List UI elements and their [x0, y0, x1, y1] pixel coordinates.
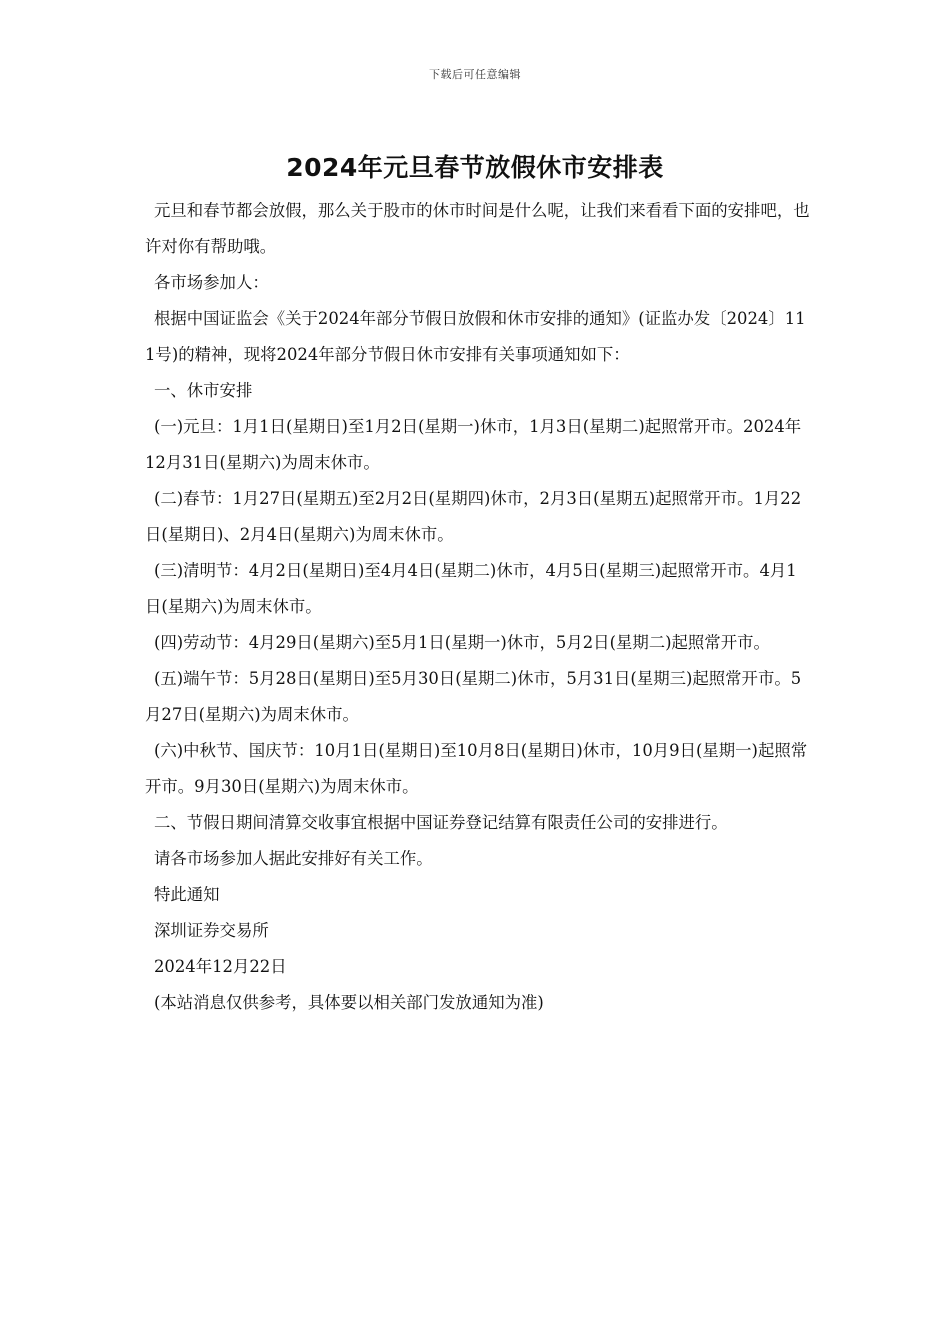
header-note: 下载后可任意编辑 — [429, 68, 521, 81]
document-body — [145, 193, 810, 1021]
issuer-name: 深圳证券交易所 — [154, 921, 269, 940]
item-qingming: (三)清明节：4月2日(星期日)至4月4日(星期二)休市，4月5日(星期三)起照常开市。4月1日(星期六)为周末休市。 — [145, 561, 797, 616]
request-paragraph: 请各市场参加人据此安排好有关工作。 — [154, 849, 433, 868]
item-spring-festival: (二)春节：1月27日(星期五)至2月2日(星期四)休市，2月3日(星期五)起照常开市。1月22日(星期日)、2月4日(星期六)为周末休市。 — [145, 489, 802, 544]
disclaimer: (本站消息仅供参考，具体要以相关部门发放通知为准) — [154, 993, 544, 1012]
salutation: 各市场参加人： — [154, 273, 269, 292]
intro-paragraph: 元旦和春节都会放假，那么关于股市的休市时间是什么呢，让我们来看看下面的安排吧，也许对你有帮助哦。 — [145, 201, 810, 256]
item-dragon-boat: (五)端午节：5月28日(星期日)至5月30日(星期二)休市，5月31日(星期三)起照常开市。5月27日(星期六)为周末休市。 — [145, 669, 802, 724]
section-settlement: 二、节假日期间清算交收事宜根据中国证券登记结算有限责任公司的安排进行。 — [154, 813, 728, 832]
item-labor-day: (四)劳动节：4月29日(星期六)至5月1日(星期一)休市，5月2日(星期二)起照常开市。 — [154, 633, 770, 652]
notice-basis-paragraph: 根据中国证监会《关于2024年部分节假日放假和休市安排的通知》(证监办发〔2024〕111号)的精神，现将2024年部分节假日休市安排有关事项通知如下： — [145, 309, 806, 364]
item-mid-autumn-national-day: (六)中秋节、国庆节：10月1日(星期日)至10月8日(星期日)休市，10月9日(星期一)起照常开市。9月30日(星期六)为周末休市。 — [145, 741, 808, 796]
closing-notice: 特此通知 — [154, 885, 220, 904]
document-title: 2024年元旦春节放假休市安排表 — [286, 153, 664, 182]
section-heading-closure: 一、休市安排 — [154, 381, 253, 400]
item-new-year: (一)元旦：1月1日(星期日)至1月2日(星期一)休市，1月3日(星期二)起照常开市。2024年12月31日(星期六)为周末休市。 — [145, 417, 802, 472]
issue-date: 2024年12月22日 — [154, 957, 287, 976]
